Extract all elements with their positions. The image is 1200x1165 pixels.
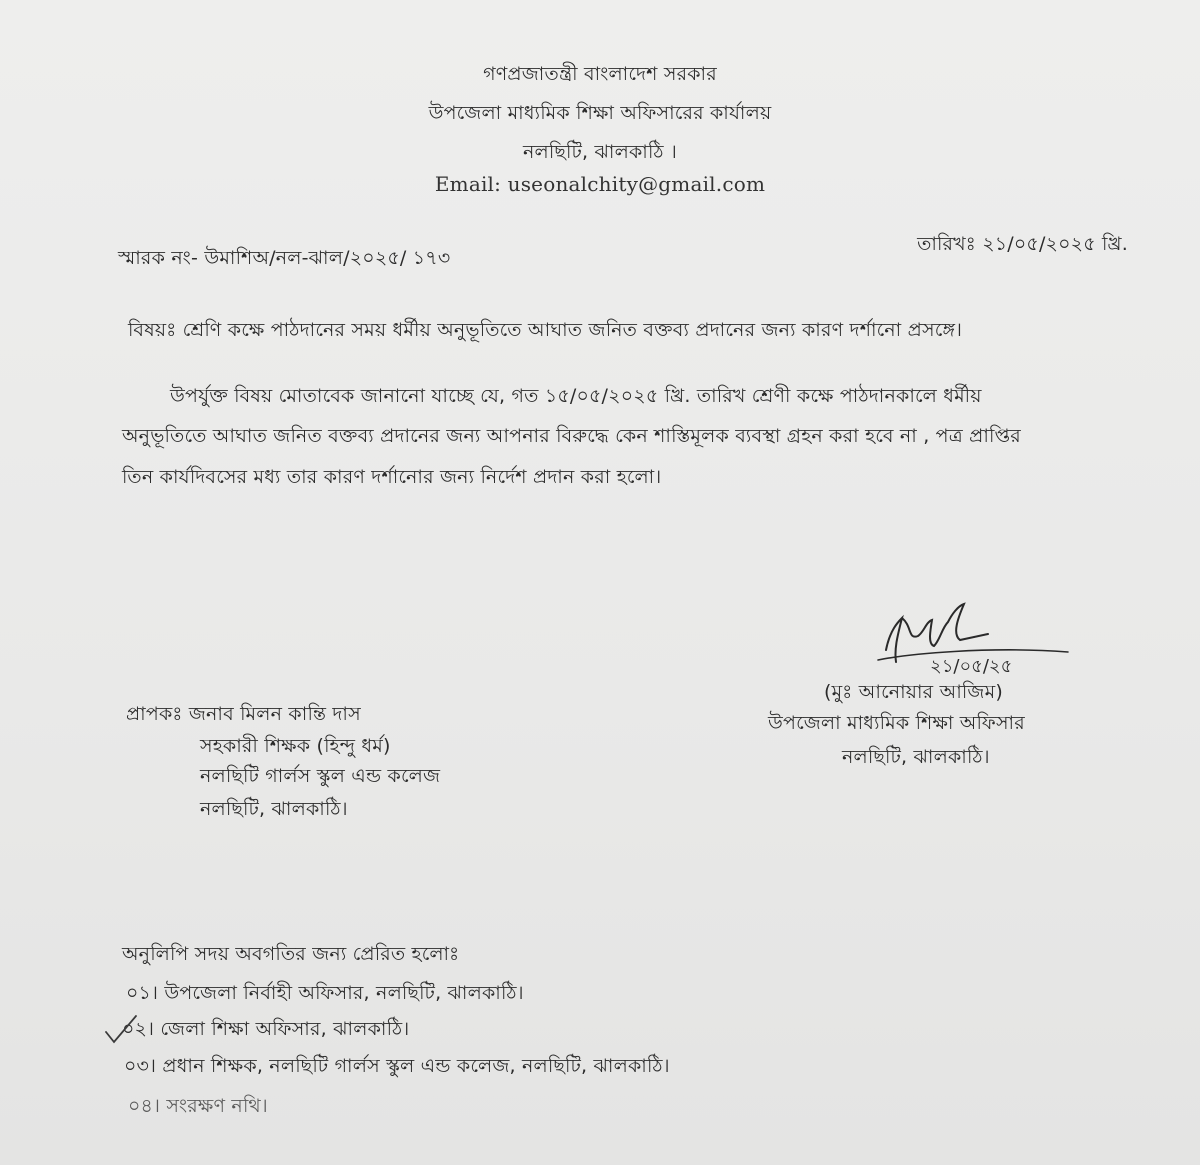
- subject-line: বিষয়ঃ শ্রেণি কক্ষে পাঠদানের সময় ধর্মীয় অনুভূতিতে আঘাত জনিত বক্তব্য প্রদানের জন্য কারণ দর্শানো প্রসঙ্গে।: [128, 319, 963, 341]
- recipient-name: প্রাপকঃ জনাব মিলন কান্তি দাস: [126, 703, 361, 725]
- signatory-location: নলছিটি, ঝালকাঠি।: [842, 746, 990, 768]
- signatory-designation: উপজেলা মাধ্যমিক শিক্ষা অফিসার: [768, 712, 1025, 734]
- government-title: গণপ্রজাতন্ত্রী বাংলাদেশ সরকার: [483, 63, 717, 85]
- recipient-location: নলছিটি, ঝালকাঠি।: [200, 798, 348, 820]
- body-line-2: অনুভূতিতে আঘাত জনিত বক্তব্য প্রদানের জন্য আপনার বিরুদ্ধে কেন শাস্তিমূলক ব্যবস্থা গ্রহন করা হবে না , পত্র প্রাপ্তির: [122, 425, 1021, 447]
- tick-mark-icon: [102, 1012, 142, 1046]
- office-name: উপজেলা মাধ্যমিক শিক্ষা অফিসারের কার্যালয়: [428, 102, 772, 124]
- copy-item-2: ০২। জেলা শিক্ষা অফিসার, ঝালকাঠি।: [122, 1018, 410, 1040]
- copy-item-3: ০৩। প্রধান শিক্ষক, নলছিটি গার্লস স্কুল এন্ড কলেজ, নলছিটি, ঝালকাঠি।: [124, 1055, 670, 1077]
- recipient-position: সহকারী শিক্ষক (হিন্দু ধর্ম): [200, 735, 391, 757]
- recipient-institution: নলছিটি গার্লস স্কুল এন্ড কলেজ: [200, 765, 441, 787]
- memo-reference: স্মারক নং- উমাশিঅ/নল-ঝাল/২০২৫/ ১৭৩: [118, 247, 451, 269]
- signatory-name: (মুঃ আনোয়ার আজিম): [824, 681, 1003, 703]
- copy-item-4: ০৪। সংরক্ষণ নথি।: [128, 1095, 268, 1117]
- signature-date: ২১/০৫/২৫: [930, 656, 1013, 677]
- copy-item-1: ০১। উপজেলা নির্বাহী অফিসার, নলছিটি, ঝালকাঠি।: [126, 982, 524, 1004]
- office-location: নলছিটি, ঝালকাঠি ।: [523, 141, 677, 163]
- copies-heading: অনুলিপি সদয় অবগতির জন্য প্রেরিত হলোঃ: [122, 943, 460, 965]
- body-line-3: তিন কার্যদিবসের মধ্য তার কারণ দর্শানোর জন্য নির্দেশ প্রদান করা হলো।: [122, 466, 662, 488]
- memo-date: তারিখঃ ২১/০৫/২০২৫ খ্রি.: [917, 233, 1128, 255]
- handwritten-signature: [868, 600, 1088, 680]
- office-email: Email: useonalchity@gmail.com: [434, 172, 766, 196]
- body-line-1: উপর্যুক্ত বিষয় মোতাবেক জানানো যাচ্ছে যে, গত ১৫/০৫/২০২৫ খ্রি. তারিখ শ্রেণী কক্ষে পাঠদানকালে ধর্মীয়: [170, 385, 982, 407]
